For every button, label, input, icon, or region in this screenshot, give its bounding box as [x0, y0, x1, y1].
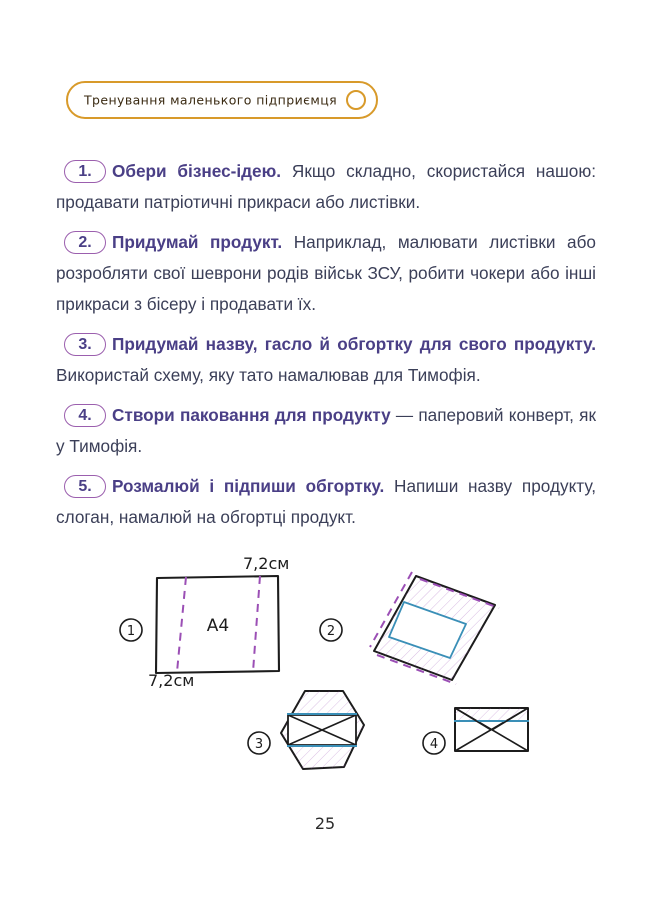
- circle-icon: [346, 90, 366, 110]
- list-item: [56, 471, 596, 533]
- envelope-folding-diagram: [0, 545, 650, 805]
- diagram-step-3: [248, 691, 364, 769]
- list-item: [56, 227, 596, 320]
- list-item-bold: Розмалюй і підпиши обгортку.: [112, 476, 385, 496]
- list-item-text: [56, 400, 596, 462]
- page-number: 25: [314, 814, 336, 833]
- list-item-rest: — паперовий конверт, як у Тимофія.: [56, 405, 596, 456]
- list-item-bold: Створи паковання для продукту: [112, 405, 391, 425]
- list-item-rest: Якщо складно, скористайся нашою: продавати патріотичні прикраси або листівки.: [56, 161, 597, 212]
- list-item-bold: Придумай назву, гасло й обгортку для свого продукту.: [112, 334, 596, 354]
- list-item-rest: Використай схему, яку тато намалював для Тимофія.: [56, 365, 481, 385]
- list-item-text: [56, 227, 596, 320]
- list-item-bold: Обери бізнес-ідею.: [112, 161, 282, 181]
- list-item-rest: Напиши назву продукту, слоган, намалюй на обгортці продукт.: [56, 476, 596, 527]
- list-item: [56, 400, 596, 462]
- task-list: [56, 156, 596, 542]
- svg-text:4: 4: [429, 737, 439, 752]
- list-item-number-badge: 1.: [64, 160, 106, 183]
- list-item-bold: Придумай продукт.: [112, 232, 283, 252]
- list-item-text: [56, 156, 596, 218]
- svg-text:3: 3: [254, 737, 264, 752]
- svg-text:1: 1: [126, 624, 136, 639]
- section-header-pill: [66, 81, 378, 119]
- list-item-number-badge: 5.: [64, 475, 106, 498]
- svg-text:A4: A4: [206, 616, 230, 636]
- svg-text:2: 2: [326, 624, 336, 639]
- diagram-step-1: [120, 576, 279, 673]
- list-item-text: [56, 471, 596, 533]
- list-item: [56, 329, 596, 391]
- diagram-step-4: [423, 708, 529, 754]
- list-item-number-badge: 2.: [64, 231, 106, 254]
- list-item-number-badge: 3.: [64, 333, 106, 356]
- section-header-label: Тренування маленького підприємця: [84, 92, 338, 108]
- diagram-step-2: [320, 572, 499, 684]
- list-item: [56, 156, 596, 218]
- dimension-label-top: 7,2см: [243, 554, 290, 573]
- list-item-rest: Наприклад, малювати листівки або розробляти свої шеврони родів військ ЗСУ, робити чокери або інші прикраси з бісеру і продавати їх.: [56, 232, 596, 314]
- list-item-text: [56, 329, 596, 391]
- dimension-label-bottom: 7,2см: [148, 671, 195, 690]
- list-item-number-badge: 4.: [64, 404, 106, 427]
